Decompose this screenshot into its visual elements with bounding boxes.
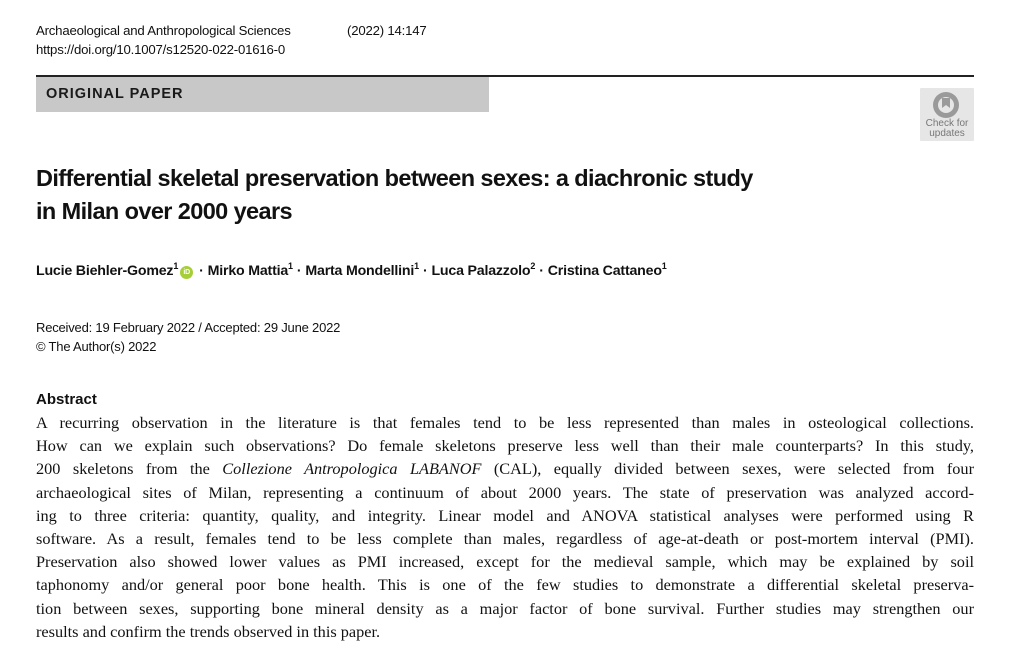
orcid-icon[interactable]: iD <box>180 266 193 279</box>
author-name[interactable]: Marta Mondellini <box>305 263 415 279</box>
abstract-line: archaeological sites of Milan, representing a continuum of about 2000 years. The state of preservation was analyzed accord- <box>36 482 974 502</box>
article-type-bar <box>36 77 489 112</box>
affiliation-marker[interactable]: 2 <box>530 261 536 271</box>
abstract-line: ing to three criteria: quantity, quality, and integrity. Linear model and ANOVA statistical analyses were performed using R <box>36 505 974 525</box>
received-accepted-dates: Received: 19 February 2022 / Accepted: 29 June 2022 <box>36 320 341 335</box>
journal-header <box>36 21 427 59</box>
journal-name: Archaeological and Anthropological Sciences <box>36 23 291 38</box>
author-separator: · <box>422 263 428 279</box>
abstract-line: How can we explain such observations? Do female skeletons preserve less well than their male counterparts? In this study, <box>36 436 974 456</box>
crossmark-label <box>920 119 974 139</box>
author-list <box>36 261 667 279</box>
article-type-label: ORIGINAL PAPER <box>46 86 184 102</box>
title-line-1: Differential skeletal preservation between sexes: a diachronic study <box>36 165 753 191</box>
article-title <box>36 162 916 228</box>
crossmark-label-line1: Check for <box>925 118 969 129</box>
abstract-line: tion between sexes, supporting bone mineral density as a major factor of bone survival. Further studies may strengthen our <box>36 598 974 618</box>
abstract-line: 200 skeletons from the Collezione Antropologica LABANOF (CAL), equally divided between sexes, were selected from four <box>36 459 974 479</box>
author-separator: · <box>199 263 204 279</box>
copyright-notice: © The Author(s) 2022 <box>36 339 157 354</box>
check-for-updates-button[interactable] <box>920 88 974 141</box>
abstract-line: software. As a result, females tend to be less complete than males, regardless of age-at-death or post-mortem interval (PMI). <box>36 529 974 549</box>
journal-citation: (2022) 14:147 <box>347 23 427 38</box>
affiliation-marker[interactable]: 1 <box>661 261 667 271</box>
title-line-2: in Milan over 2000 years <box>36 198 292 224</box>
abstract-line: Preservation also showed lower values as PMI increased, except for the medieval sample, which may be explained by soil <box>36 552 974 572</box>
author-name[interactable]: Lucie Biehler-Gomez <box>36 263 174 279</box>
author-name[interactable]: Luca Palazzolo <box>431 263 531 279</box>
author-name[interactable]: Mirko Mattia <box>207 263 289 279</box>
crossmark-label-line2: updates <box>929 128 965 139</box>
affiliation-marker[interactable]: 1 <box>173 261 179 271</box>
author-name[interactable]: Cristina Cattaneo <box>547 263 662 279</box>
article-dates <box>36 318 340 356</box>
doi-link[interactable]: https://doi.org/10.1007/s12520-022-01616-0 <box>36 42 285 57</box>
author-separator: · <box>539 263 544 279</box>
abstract-line: A recurring observation in the literature is that females tend to be less represented than males in osteological collections. <box>36 413 974 432</box>
affiliation-marker[interactable]: 1 <box>288 261 293 271</box>
abstract-heading: Abstract <box>36 391 97 408</box>
abstract-line: results and confirm the trends observed in this paper. <box>36 621 381 641</box>
affiliation-marker[interactable]: 1 <box>414 261 419 271</box>
author-separator: · <box>296 263 302 279</box>
collection-name: Collezione Antropologica LABANOF <box>222 459 482 479</box>
abstract-body <box>36 411 974 643</box>
crossmark-icon <box>933 92 959 118</box>
abstract-line: taphonomy and/or general poor bone health. This is one of the few studies to demonstrate a differential skeletal preserva- <box>36 575 974 595</box>
